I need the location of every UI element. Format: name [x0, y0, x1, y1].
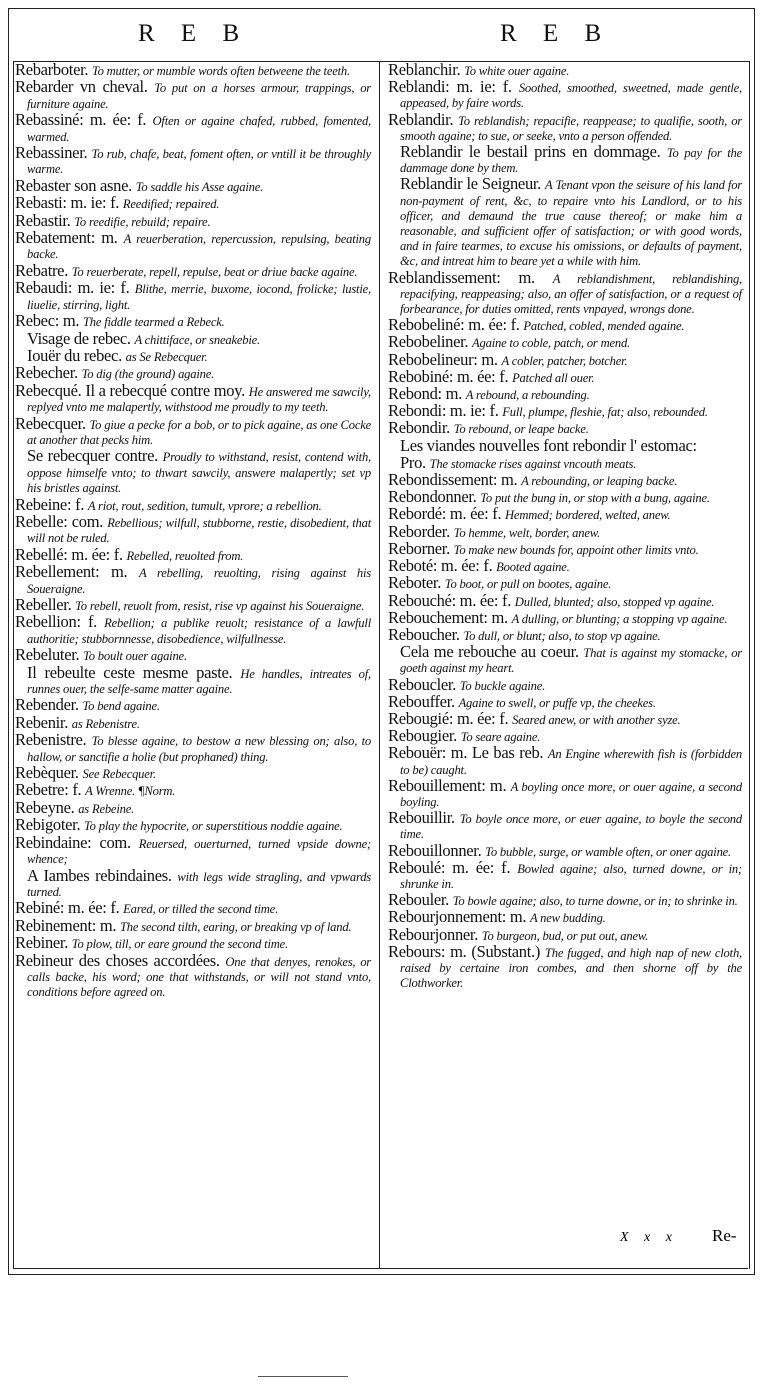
entry-headword: Rebondir.: [388, 418, 450, 438]
entry-headword: Rebouler.: [388, 890, 449, 910]
entry-headword: Rebaudi: m. ie: f.: [15, 278, 130, 298]
entry-definition: To hemme, welt, border, anew.: [453, 525, 600, 540]
entry-definition: Reedified; repaired.: [122, 197, 220, 212]
entry-definition: Proudly to withstand, resist, contend with, oppose himselfe vnto; to thwart sawcily, answere malapertly; set vp his bristles against.: [27, 450, 371, 496]
entry-headword: Rebobiné: m. ée: f.: [388, 366, 509, 386]
entry-headword: Rebaster son asne.: [15, 175, 132, 195]
entry-headword: Rebours: m. (Substant.): [388, 941, 541, 961]
entry-headword: Rebouillir.: [388, 808, 455, 828]
entry-headword: Reboucher.: [388, 624, 460, 644]
dictionary-entry: [388, 745, 742, 777]
entry-headword: Rebondissement: m.: [388, 470, 518, 490]
dictionary-entry: [388, 435, 742, 455]
dictionary-entry: [15, 145, 371, 178]
catchword: Re-: [712, 1226, 737, 1245]
entry-headword: Rebellé: m. ée: f.: [15, 544, 123, 564]
entry-definition: To mutter, or mumble words often betweene the teeth.: [91, 64, 350, 78]
entry-headword: Rebenistre.: [15, 730, 87, 750]
entry-definition: Dulled, blunted; also, stopped vp againe.: [514, 594, 715, 609]
running-head-left: R E B: [138, 20, 250, 47]
entry-headword: Rebassiner.: [15, 143, 88, 163]
entry-headword: Rebouër: m. Le bas reb.: [388, 743, 544, 763]
entry-headword: Rebatre.: [15, 260, 69, 280]
entry-definition: See Rebecquer.: [82, 767, 156, 782]
entry-headword: Rebond: m.: [388, 384, 462, 404]
entry-definition: Rebelled, reuolted from.: [126, 548, 244, 563]
entry-headword: Rebellement: m.: [15, 562, 128, 582]
right-column: [388, 62, 742, 991]
entry-definition: with legs wide stragling, and vpwards turned.: [27, 869, 371, 899]
dictionary-entry: [15, 832, 371, 868]
dictionary-entry: [388, 810, 742, 842]
dictionary-entry: [15, 79, 371, 112]
entry-definition: To rebell, reuolt from, resist, rise vp against his Soueraigne.: [75, 599, 365, 613]
entry-definition: To reuerberate, repell, repulse, beat or driue backe againe.: [71, 264, 358, 279]
entry-headword: Rebatement: m.: [15, 228, 118, 248]
entry-definition: To put the bung in, or stop with a bung, againe.: [480, 491, 710, 506]
entry-headword: Rebellion: f.: [15, 612, 97, 632]
entry-definition: He answered me sawcily, replyed vnto me malapertly, withstood me proudly to my teeth.: [27, 384, 371, 415]
entry-headword: Rebouillonner.: [388, 840, 482, 860]
entry-headword: Rebecqué. Il a rebecqué contre moy.: [15, 380, 245, 400]
dictionary-entry: [388, 267, 742, 318]
entry-headword: Rebasti: m. ie: f.: [15, 193, 120, 213]
dictionary-entry: [15, 732, 371, 765]
entry-headword: Rebindaine: com.: [15, 832, 131, 852]
entry-headword: Rebougier.: [388, 726, 457, 746]
entry-headword: Il rebeulte ceste mesme paste.: [27, 662, 233, 682]
entry-headword: Rebouffer.: [388, 691, 455, 711]
entry-headword: Rebouillement: m.: [388, 775, 507, 795]
entry-headword: Reblandir.: [388, 109, 454, 129]
entry-headword: Reblandissement: m.: [388, 267, 535, 287]
entry-definition: To dig (the ground) againe.: [81, 367, 215, 382]
entry-headword: Rebondi: m. ie: f.: [388, 401, 499, 421]
entry-definition: To white ouer againe.: [464, 64, 570, 78]
entry-definition: To reblandish; repacifie, reappease; to qualifie, sooth, or smooth againe; to sue, or seeke, vnto a person offended.: [400, 113, 742, 143]
entry-definition: To burgeon, bud, or put out, anew.: [481, 928, 649, 943]
entry-definition: To seare againe.: [460, 730, 541, 745]
dictionary-entry: [15, 564, 371, 597]
entry-definition: Blithe, merrie, buxome, iocond, frolicke; lustie, liuelie, stirring, light.: [27, 282, 371, 312]
entry-definition: A rebelling, reuolting, rising against his Soueraigne.: [27, 566, 371, 596]
entry-definition: He handles, intreates of, runnes ouer, the selfe-same matter againe.: [27, 666, 372, 697]
entry-definition: To giue a pecke for a bob, or to pick againe, as one Cocke at another that pecks him.: [27, 417, 372, 447]
dictionary-entry: [15, 112, 371, 145]
entry-definition: Often or againe chafed, rubbed, fomented, warmed.: [27, 114, 372, 144]
dictionary-entry: [15, 614, 371, 647]
entry-definition: To reedifie, rebuild; repaire.: [74, 214, 211, 229]
entry-definition: To pay for the dammage done by them.: [400, 146, 742, 176]
entry-headword: Visage de rebec.: [27, 328, 131, 348]
entry-headword: Les viandes nouvelles font rebondir l' estomac:: [400, 435, 697, 455]
entry-definition: To make new bounds for, appoint other limits vnto.: [453, 542, 699, 557]
entry-definition: A Tenant vpon the seisure of his land for non-payment of rent, &c, to repaire vnto his Landlord, or to his officer, and demaund the true cause thereof; or make him a reasonable, and sufficient offer of satisfaction; or with good words, and in faire tearmes, to excuse his omissions, or defaults of payment, &c, and intreat him to beare yet a while with him.: [400, 178, 743, 269]
entry-headword: Reboulé: m. ée: f.: [388, 857, 511, 877]
entry-definition: as Se Rebecquer.: [125, 349, 208, 364]
entry-definition: To bend againe.: [82, 699, 160, 714]
entry-definition: Rebellious; wilfull, stubborne, restie, disobedient, that will not be ruled.: [27, 515, 371, 546]
entry-definition: as Rebeine.: [78, 801, 135, 816]
entry-headword: Rebeluter.: [15, 645, 80, 665]
entry-headword: Rebordé: m. ée: f.: [388, 504, 502, 524]
entry-definition: An Engine wherewith fish is (forbidden to be) caught.: [400, 747, 742, 777]
entry-definition: Patched all ouer.: [512, 370, 595, 385]
dictionary-entry: [15, 280, 371, 313]
entry-headword: Rebigoter.: [15, 815, 81, 835]
entry-headword: Rebourjonnement: m.: [388, 907, 527, 927]
entry-definition: A new budding.: [529, 911, 606, 926]
entry-definition: A reblandishment, reblandishing, repacifying, reappeasing; also, an offer of satisfaction, or a request of forbearance, for duties omitted, rents vnpayed, wrongs done.: [400, 271, 742, 317]
entry-definition: Againe to coble, patch, or mend.: [472, 336, 630, 351]
dictionary-entry: [15, 662, 372, 698]
left-column: [15, 62, 371, 1001]
entry-definition: To dull, or blunt; also, to stop vp againe.: [463, 628, 661, 643]
entry-headword: Reblandir le bestail prins en dommage.: [400, 142, 661, 162]
footer-rule: [258, 1376, 348, 1377]
entry-definition: A cobler, patcher, botcher.: [501, 353, 628, 368]
entry-headword: Rebouché: m. ée: f.: [388, 590, 512, 610]
entry-definition: To bubble, surge, or wamble often, or oner againe.: [485, 844, 732, 859]
entry-definition: The fugged, and high nap of new cloth, raised by certaine iron combes, and then shorne off by the Clothworker.: [400, 945, 743, 991]
entry-headword: Rebeyne.: [15, 797, 75, 817]
entry-definition: Booted againe.: [496, 560, 570, 575]
dictionary-entry: [15, 950, 372, 1001]
entry-headword: Cela me rebouche au coeur.: [400, 642, 579, 662]
dictionary-entry: [388, 941, 743, 992]
entry-definition: Eared, or tilled the second time.: [123, 902, 279, 917]
entry-definition: To boult ouer againe.: [83, 649, 187, 664]
entry-headword: Reblandir le Seigneur.: [400, 174, 542, 194]
dictionary-entry: [388, 144, 742, 176]
signature-mark: X x x: [620, 1230, 678, 1245]
entry-definition: as Rebenistre.: [71, 716, 140, 731]
running-head-right: R E B: [500, 20, 612, 47]
entry-headword: Rebarboter.: [15, 60, 89, 79]
entry-headword: Iouër du rebec.: [27, 345, 122, 365]
entry-definition: The second tilth, earing, or breaking vp of land.: [119, 919, 352, 934]
entry-headword: Rebastir.: [15, 210, 71, 230]
entry-definition: Hemmed; bordered, welted, anew.: [505, 508, 671, 523]
entry-definition: To boyle once more, or euer againe, to boyle the second time.: [400, 812, 743, 842]
entry-definition: A riot, rout, sedition, tumult, vprore; a rebellion.: [87, 498, 322, 513]
entry-headword: Rebobeliner.: [388, 332, 469, 352]
entry-definition: Reuersed, ouerturned, turned vpside downe; whence;: [27, 836, 371, 867]
entry-headword: Reblanchir.: [388, 60, 461, 79]
entry-definition: A rebounding, or leaping backe.: [521, 474, 678, 489]
entry-definition: Soothed, smoothed, sweetned, made gentle, appeased, by faire words.: [400, 81, 743, 111]
entry-headword: Rebobelineur: m.: [388, 349, 498, 369]
entry-headword: Rebeine: f.: [15, 494, 85, 514]
dictionary-entry: [15, 380, 371, 416]
column-divider: [379, 61, 380, 1268]
entry-definition: To blesse againe, to bestow a new blessing on; also, to hallow, or sanctifie a holie (but prophaned) thing.: [27, 734, 371, 764]
dictionary-entry: [15, 915, 371, 935]
entry-headword: Rebineur des choses accordées.: [15, 950, 220, 970]
entry-definition: Seared anew, or with another syze.: [512, 712, 681, 727]
entry-definition: A rebound, a rebounding.: [465, 388, 590, 403]
entry-headword: Rebougié: m. ée: f.: [388, 708, 509, 728]
entry-definition: To rebound, or leape backe.: [453, 422, 589, 437]
dictionary-entry: [388, 644, 742, 676]
entry-definition: A dulling, or blunting; a stopping vp againe.: [511, 611, 728, 626]
entry-headword: Rebecquer.: [15, 413, 86, 433]
entry-definition: A Wrenne. ¶Norm.: [85, 784, 176, 799]
dictionary-entry: [15, 413, 372, 449]
entry-headword: Reblandi: m. ie: f.: [388, 77, 512, 97]
dictionary-entry: [388, 109, 742, 144]
entry-headword: Rebinement: m.: [15, 915, 117, 935]
entry-headword: Rebondonner.: [388, 487, 477, 507]
dictionary-entry: [388, 857, 742, 892]
entry-headword: Rebourjonner.: [388, 924, 479, 944]
entry-definition: Full, plumpe, fleshie, fat; also, rebounded.: [502, 405, 708, 420]
dictionary-entry: [15, 511, 371, 547]
entry-definition: To put on a horses armour, trappings, or furniture againe.: [27, 81, 371, 111]
entry-headword: Rebenir.: [15, 712, 69, 732]
entry-headword: Reborder.: [388, 521, 450, 541]
entry-headword: Rebiner.: [15, 933, 69, 953]
entry-headword: Reboté: m. ée: f.: [388, 556, 493, 576]
entry-definition: Rebellion; a publike reuolt; resistance of a lawfull authoritie; stubbornnesse, disobedience, wilfullnesse.: [27, 616, 371, 646]
dictionary-entry: [388, 775, 742, 810]
entry-headword: Rebarder vn cheval.: [15, 77, 148, 97]
entry-definition: Patched, cobled, mended againe.: [523, 319, 685, 334]
bottom-rule: [13, 1268, 748, 1269]
entry-headword: Rebetre: f.: [15, 780, 82, 800]
entry-definition: To buckle againe.: [459, 678, 546, 693]
entry-definition: To play the hypocrite, or superstitious noddie againe.: [84, 819, 343, 834]
entry-headword: Rebelle: com.: [15, 511, 104, 531]
entry-definition: To rub, chafe, beat, foment often, or vntill it be throughly warme.: [27, 147, 371, 177]
entry-definition: A boyling once more, or ouer againe, a second boyling.: [400, 779, 742, 809]
entry-definition: To saddle his Asse againe.: [135, 179, 264, 194]
dictionary-entry: [15, 230, 371, 263]
entry-headword: Pro.: [400, 452, 426, 472]
entry-headword: Rebassiné: m. ée: f.: [15, 110, 147, 130]
entry-definition: The stomacke rises against vncouth meats.: [429, 456, 637, 471]
entry-definition: That is against my stomacke, or goeth against my heart.: [400, 646, 743, 676]
entry-headword: Se rebecquer contre.: [27, 446, 158, 466]
entry-headword: Reboucler.: [388, 674, 457, 694]
entry-headword: Rebouchement: m.: [388, 607, 508, 627]
entry-headword: Reborner.: [388, 538, 450, 558]
entry-definition: Againe to swell, or puffe vp, the cheekes.: [458, 695, 656, 710]
entry-definition: One that denyes, renokes, or calls backe, his word; one that withstands, or will not stand vnto, conditions before agreed on.: [27, 954, 372, 1000]
dictionary-entry: [15, 448, 371, 496]
entry-headword: Rebobeliné: m. ée: f.: [388, 315, 520, 335]
entry-headword: Rebecher.: [15, 363, 78, 383]
entry-definition: The fiddle tearmed a Rebeck.: [82, 315, 225, 330]
entry-headword: Rebèquer.: [15, 763, 79, 783]
entry-definition: A chittiface, or sneakebie.: [134, 332, 260, 347]
entry-headword: A Iambes rebindaines.: [27, 865, 172, 885]
entry-headword: Rebender.: [15, 695, 79, 715]
entry-headword: Rebeller.: [15, 595, 72, 614]
entry-headword: Reboter.: [388, 573, 442, 593]
dictionary-entry: [15, 697, 371, 714]
entry-headword: Rebiné: m. ée: f.: [15, 898, 120, 918]
dictionary-entry: [15, 865, 371, 901]
entry-definition: Bowled againe; also, turned downe, or in; shrunke in.: [400, 861, 742, 891]
entry-definition: To boot, or pull on bootes, againe.: [444, 577, 612, 592]
entry-definition: A reuerberation, repercussion, repulsing, beating backe.: [27, 232, 372, 262]
entry-headword: Rebec: m.: [15, 311, 80, 331]
entry-definition: To bowle againe; also, to turne downe, or in; to shrinke in.: [452, 894, 738, 909]
dictionary-entry: [388, 176, 742, 269]
dictionary-entry: [388, 79, 742, 111]
entry-definition: To plow, till, or eare ground the second time.: [71, 937, 288, 952]
dictionary-entry: [388, 558, 742, 575]
